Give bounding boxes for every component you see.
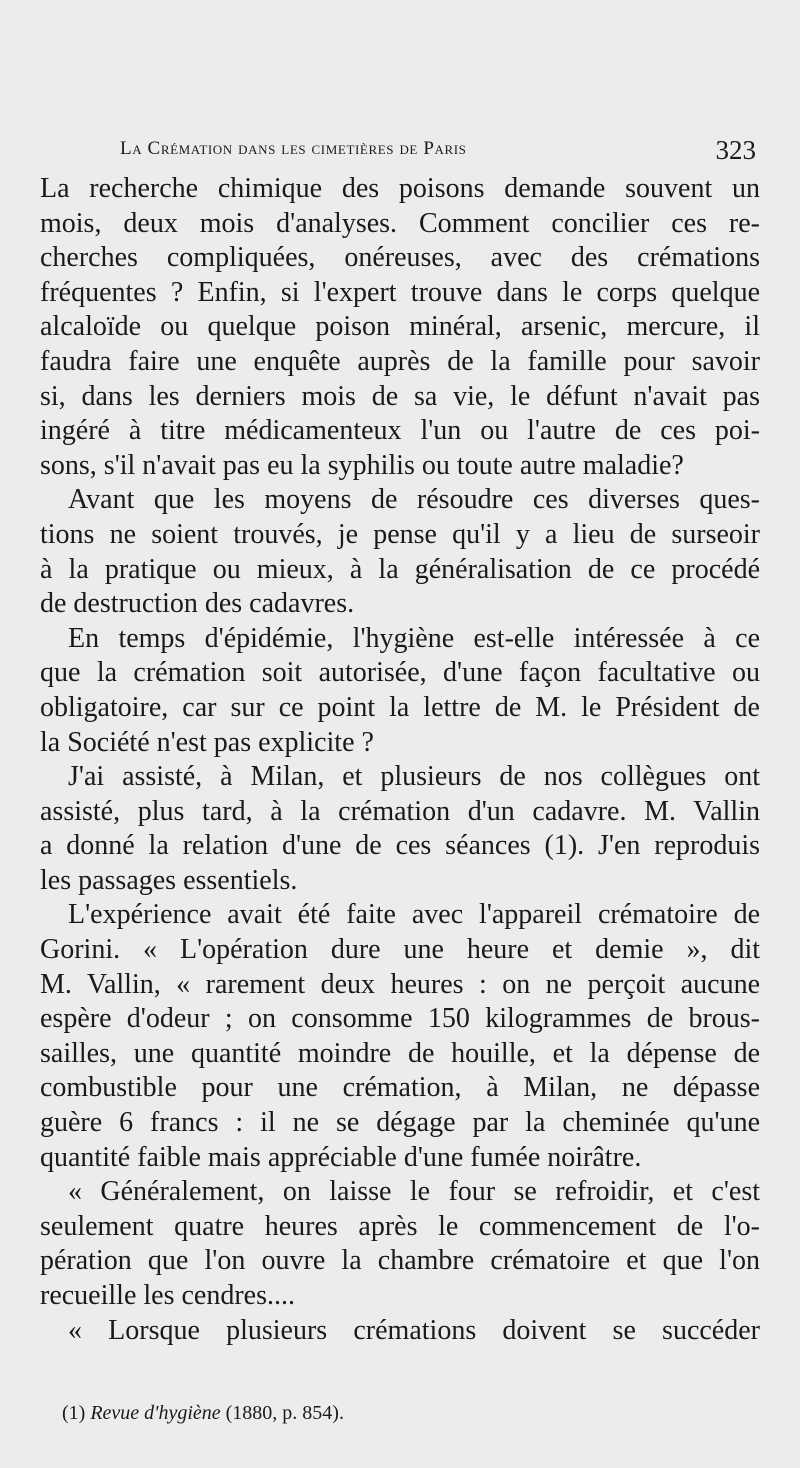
paragraph-7 [40,1314,760,1349]
text-line: guère 6 francs : il ne se dégage par la cheminée qu'une [40,1107,760,1139]
running-title: La Crémation dans les cimetières de Paris [120,138,467,159]
text-line: espère d'odeur ; on consomme 150 kilogrammes de brous- [40,1003,760,1035]
footnote-source: Revue d'hygiène [90,1402,221,1424]
text-line: recueille les cendres.... [40,1280,295,1311]
text-line: Gorini. « L'opération dure une heure et demie », dit [40,934,760,966]
text-line: tions ne soient trouvés, je pense qu'il y a lieu de surseoir [40,518,760,550]
footnote-details: (1880, p. 854). [225,1402,344,1424]
text-line: que la crémation soit autorisée, d'une façon facultative ou [40,657,760,689]
paragraph-2 [40,483,760,621]
text-line: quantité faible mais appréciable d'une fumée noirâtre. [40,1141,642,1173]
page-header [120,136,756,166]
text-line: les passages essentiels. [40,864,298,896]
text-line: Avant que les moyens de résoudre ces diverses ques- [68,484,760,516]
text-line: à la pratique ou mieux, à la généralisation de ce procédé [40,553,760,585]
text-line: sailles, une quantité moindre de houille, et la dépense de [40,1037,760,1069]
text-line: alcaloïde ou quelque poison minéral, arsenic, mercure, il [40,311,760,343]
text-line: a donné la relation d'une de ces séances (1). J'en reproduis [40,830,760,862]
text-line: sons, s'il n'avait pas eu la syphilis ou toute autre maladie? [40,449,684,481]
paragraph-4 [40,760,760,898]
text-line: mois, deux mois d'analyses. Comment concilier ces re- [40,207,760,239]
page-number: 323 [715,135,756,165]
text-line: fréquentes ? Enfin, si l'expert trouve dans le corps quelque [40,276,760,308]
text-line: seulement quatre heures après le commencement de l'o- [40,1210,760,1242]
text-line: assisté, plus tard, à la crémation d'un cadavre. M. Vallin [40,795,760,827]
text-line: L'expérience avait été faite avec l'appareil crématoire de [68,899,760,931]
text-line: M. Vallin, « rarement deux heures : on ne perçoit aucune [40,968,760,1000]
paragraph-1 [40,172,760,483]
text-line: cherches compliquées, onéreuses, avec des crémations [40,242,760,274]
footnote [62,1402,344,1425]
paragraph-3 [40,622,760,760]
text-line: « Lorsque plusieurs crémations doivent se succéder [68,1314,760,1346]
paragraph-6 [40,1175,760,1313]
text-line: La recherche chimique des poisons demande souvent un [40,173,760,204]
text-line: ingéré à titre médicamenteux l'un ou l'autre de ces poi- [40,415,760,447]
text-line: « Généralement, on laisse le four se refroidir, et c'est [68,1176,760,1208]
paragraph-5 [40,898,760,1175]
text-line: combustible pour une crémation, à Milan, ne dépasse [40,1072,760,1104]
body-text [40,172,760,1348]
text-line: En temps d'épidémie, l'hygiène est-elle intéressée à ce [68,622,760,654]
text-line: obligatoire, car sur ce point la lettre de M. le Président de [40,691,760,723]
text-line: J'ai assisté, à Milan, et plusieurs de nos collègues ont [68,761,760,793]
text-line: de destruction des cadavres. [40,588,355,620]
footnote-number: (1) [62,1402,86,1424]
text-line: pération que l'on ouvre la chambre crématoire et que l'on [40,1245,760,1277]
text-line: si, dans les derniers mois de sa vie, le défunt n'avait pas [40,380,760,412]
text-line: la Société n'est pas explicite ? [40,726,374,758]
text-line: faudra faire une enquête auprès de la famille pour savoir [40,345,760,377]
